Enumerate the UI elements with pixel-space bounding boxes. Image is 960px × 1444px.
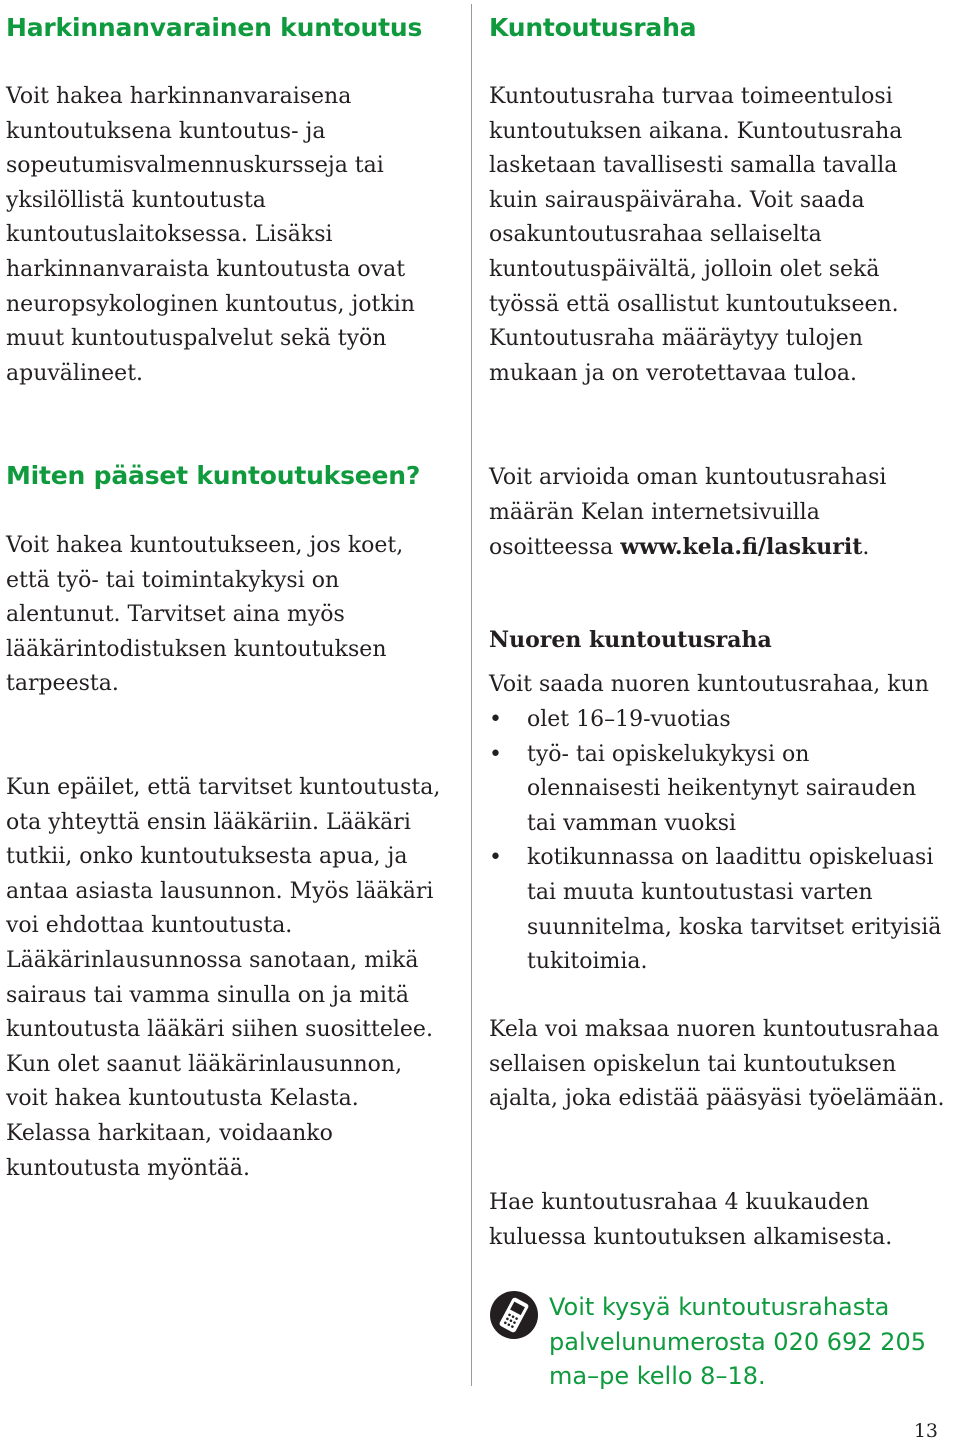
paragraph-access-2: Kun epäilet, että tarvitset kuntoutusta, ota yhteyttä ensin lääkäriin. Lääkäri tutkii, onko kuntoutuksesta apua, ja antaa asiasta lausunnon. Myös lääkäri voi ehdottaa kuntoutusta. Lääkärinlausunnossa sanotaan, mikä sairaus tai vamma sinulla on ja mitä kuntoutusta lääkäri siihen suosittelee. Kun olet saanut lääkärinlausunnon, voit hakea kuntoutusta Kelasta. Kelassa harkitaan, voidaanko kuntoutusta myöntää. (6, 775, 441, 1181)
paragraph-access-1: Voit hakea kuntoutukseen, jos koet, että työ- tai toimintakykysi on alentunut. Tarvitset aina myös lääkärintodistuksen kuntoutuksen tarpeesta. (6, 533, 404, 697)
allowance-2-text: Voit arvioida oman kuntoutusrahasi määrän Kelan internetsivuilla osoitteessa (489, 465, 887, 561)
heading-how-to-access: Miten pääset kuntoutukseen? (6, 461, 421, 490)
paragraph-allowance-2 (489, 461, 909, 566)
list-item: • olet 16–19-vuotias (489, 703, 949, 738)
paragraph-youth-3: Hae kuntoutusrahaa 4 kuukauden kuluessa kuntoutuksen alkamisesta. (489, 1190, 893, 1250)
url-period: . (862, 535, 870, 561)
list-item: • työ- tai opiskelukykysi on olennaisesti heikentynyt sairauden tai vamman vuoksi (489, 738, 949, 842)
column-divider (471, 4, 472, 1386)
list-item: • kotikunnassa on laadittu opiskeluasi tai muuta kuntoutustasi varten suunnitelma, koska tarvitset erityisiä tukitoimia. (489, 841, 949, 979)
page-number: 13 (913, 1420, 938, 1442)
heading-rehab-allowance: Kuntoutusraha (489, 13, 697, 42)
phone-note-text: Voit kysyä kuntoutusrahasta palvelunumerosta 020 692 205 ma–pe kello 8–18. (549, 1293, 926, 1390)
paragraph-youth-2: Kela voi maksaa nuoren kuntoutusrahaa sellaisen opiskelun tai kuntoutuksen ajalta, joka edistää pääsyäsi työelämään. (489, 1017, 945, 1112)
mobile-phone-icon (489, 1290, 539, 1340)
youth-criteria-list (489, 703, 949, 980)
paragraph-allowance-1: Kuntoutusraha turvaa toimeentulosi kuntoutuksen aikana. Kuntoutusraha lasketaan tavallisesti samalla tavalla kuin sairauspäiväraha. Voit saada osakuntoutusrahaa sellaiselta kuntoutuspäivältä, jolloin olet sekä työssä että osallistut kuntoutukseen. Kuntoutusraha määräytyy tulojen mukaan ja on verotettavaa tuloa. (489, 84, 903, 386)
paragraph-youth-intro: Voit saada nuoren kuntoutusrahaa, kun (489, 672, 929, 697)
kela-calculator-link[interactable]: www.kela.fi/laskurit (620, 534, 863, 561)
subheading-youth-allowance: Nuoren kuntoutusraha (489, 627, 772, 653)
heading-discretionary-rehab: Harkinnanvarainen kuntoutus (6, 13, 423, 42)
paragraph-discretionary-rehab: Voit hakea harkinnanvaraisena kuntoutuksena kuntoutus- ja sopeutumisvalmennuskursseja tai yksilöllistä kuntoutusta kuntoutuslaitoksessa. Lisäksi harkinnanvaraista kuntoutusta ovat neuropsykologinen kuntoutus, jotkin muut kuntoutuspalvelut sekä työn apuvälineet. (6, 84, 415, 386)
